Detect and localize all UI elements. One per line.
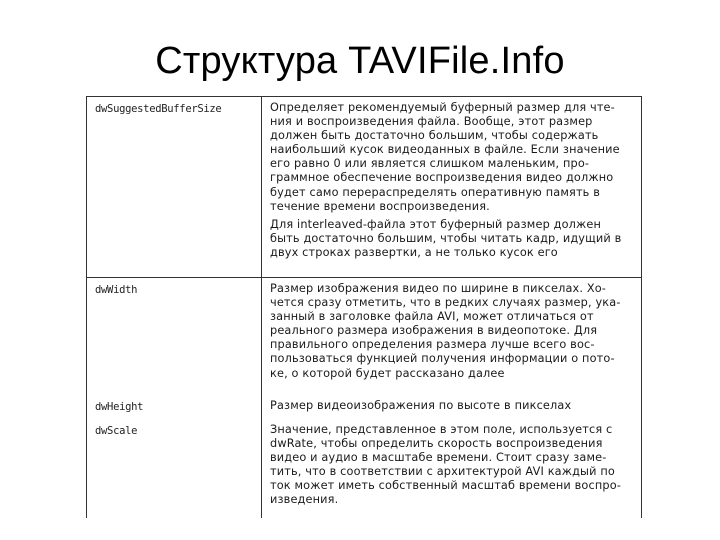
field-name-cell <box>87 395 262 419</box>
structure-fields-table <box>86 96 642 518</box>
description-line: Размер видеоизображения по высоте в пикселах <box>270 398 572 412</box>
description-line: ток может иметь собственный масштаб времени воспро- <box>270 478 621 492</box>
description-paragraph <box>262 97 641 214</box>
description-line: его равно 0 или является слишком маленьким, про- <box>270 157 590 171</box>
field-name-cell <box>87 419 262 519</box>
slide-title: Структура TAVIFile.Info <box>155 40 565 82</box>
description-line: чется сразу отметить, что в редких случаях размер, ука- <box>270 296 621 310</box>
description-line: наибольший кусок видеоданных в файле. Если значение <box>270 143 620 157</box>
description-line: двух строках развертки, а не только кусок его <box>270 245 558 259</box>
description-paragraph <box>262 214 641 260</box>
description-line: будет само перераспределять оперативную память в <box>270 185 601 199</box>
description-line: Для interleaved-файла этот буферный размер должен <box>270 217 601 231</box>
description-line: реального размера изображения в видеопотоке. Для <box>270 324 598 338</box>
description-paragraph <box>262 419 641 508</box>
table-row <box>87 97 642 278</box>
description-line: Размер изображения видео по ширине в пикселах. Хо- <box>270 282 607 295</box>
field-description-cell <box>262 97 642 278</box>
field-description-cell <box>262 278 642 395</box>
description-line: граммное обеспечение воспроизведения видео должно <box>270 171 614 185</box>
table-row <box>87 395 642 419</box>
description-line: должен быть достаточно большим, чтобы содержать <box>270 129 599 143</box>
field-name: dwWidth <box>95 284 138 296</box>
description-line: изведения. <box>270 492 339 506</box>
description-line: dwRate, чтобы определить скорость воспроизведения <box>270 436 603 450</box>
field-name: dwScale <box>95 424 138 437</box>
description-line: Значение, представленное в этом поле, используется с <box>270 422 613 436</box>
description-paragraph <box>262 395 641 413</box>
table-row <box>87 419 642 519</box>
field-name-cell <box>87 278 262 395</box>
field-description-cell <box>262 419 642 519</box>
field-description-cell <box>262 395 642 419</box>
description-paragraph <box>262 278 641 381</box>
description-line: течение времени воспроизведения. <box>270 199 490 213</box>
description-line: пользоваться функцией получения информации о пото- <box>270 352 615 366</box>
table-row <box>87 278 642 395</box>
description-line: видео и аудио в масштабе времени. Стоит сразу заме- <box>270 450 607 464</box>
description-line: тить, что в соответствии с архитектурой AVI каждый по <box>270 464 615 478</box>
description-line: занный в заголовке файла AVI, может отличаться от <box>270 310 594 324</box>
field-name: dwSuggestedBufferSize <box>95 103 222 115</box>
description-line: ке, о которой будет рассказано далее <box>270 366 505 380</box>
description-line: ния и воспроизведения файла. Вообще, этот размер <box>270 115 593 129</box>
description-line: правильного определения размера лучше всего вос- <box>270 338 595 352</box>
description-line: быть достаточно большим, чтобы читать кадр, идущий в <box>270 231 622 245</box>
description-line: Определяет рекомендуемый буферный размер для чте- <box>270 101 615 114</box>
field-name: dwHeight <box>95 400 144 413</box>
field-name-cell <box>87 97 262 278</box>
